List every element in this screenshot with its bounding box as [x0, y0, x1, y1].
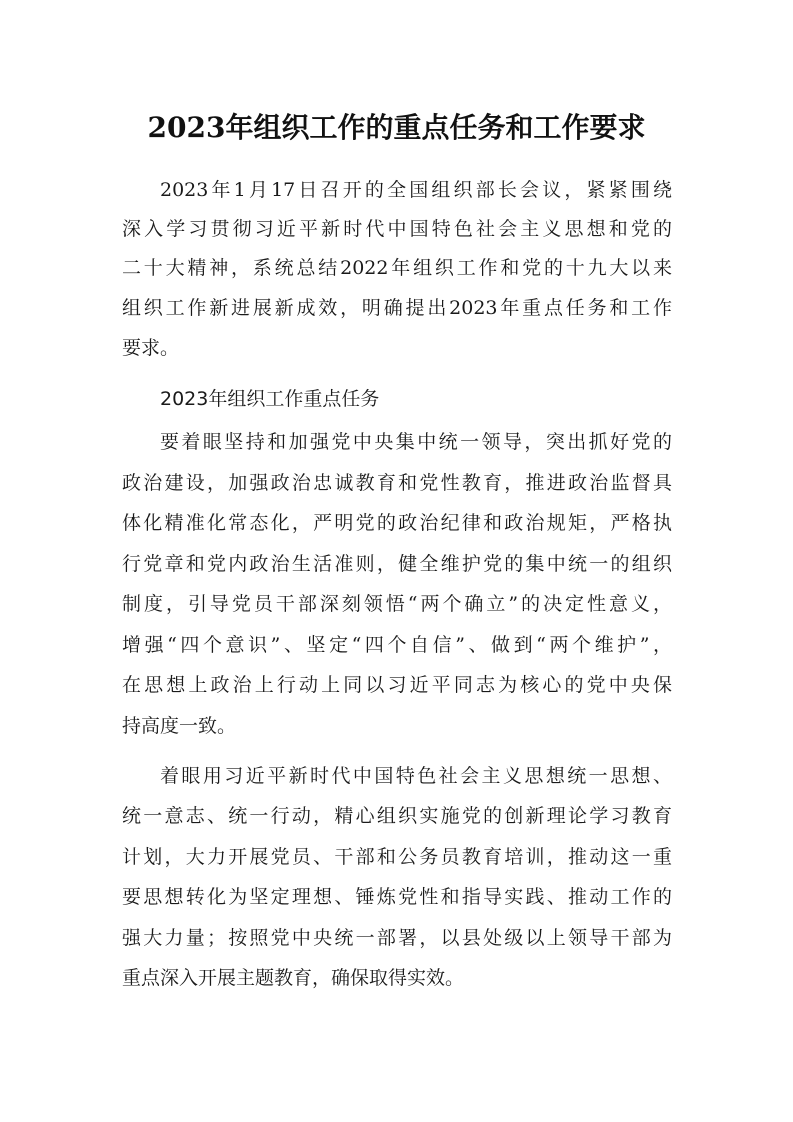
paragraph-2-line-3: 体化精准化常态化，严明党的政治纪律和政治规矩，严格执 — [122, 512, 672, 534]
paragraph-1-line-2: 深入学习贯彻习近平新时代中国特色社会主义思想和党的 — [122, 218, 672, 240]
paragraph-3-line-2: 统一意志、统一行动，精心组织实施党的创新理论学习教育 — [122, 805, 672, 827]
paragraph-3-line-1: 着眼用习近平新时代中国特色社会主义思想统一思想、 — [160, 765, 672, 787]
paragraph-2-line-4: 行党章和党内政治生活准则，健全维护党的集中统一的组织 — [122, 553, 672, 575]
paragraph-3-line-3: 计划，大力开展党员、干部和公务员教育培训，推动这一重 — [122, 846, 672, 868]
paragraph-2-line-5: 制度，引导党员干部深刻领悟“两个确立”的决定性意义， — [122, 593, 672, 615]
paragraph-3-line-4: 要思想转化为坚定理想、锤炼党性和指导实践、推动工作的 — [122, 886, 672, 908]
paragraph-1-line-3: 二十大精神，系统总结2022年组织工作和党的十九大以来 — [122, 257, 672, 279]
paragraph-2-line-1: 要着眼坚持和加强党中央集中统一领导，突出抓好党的 — [160, 431, 672, 453]
paragraph-2-line-8: 持高度一致。 — [122, 715, 237, 737]
paragraph-3-line-5: 强大力量；按照党中央统一部署，以县处级以上领导干部为 — [122, 927, 672, 949]
paragraph-3-line-6: 重点深入开展主题教育，确保取得实效。 — [122, 967, 465, 989]
paragraph-1-line-1: 2023年1月17日召开的全国组织部长会议，紧紧围绕 — [160, 179, 672, 201]
paragraph-1-line-4: 组织工作新进展新成效，明确提出2023年重点任务和工作 — [122, 297, 672, 319]
paragraph-2-line-2: 政治建设，加强政治忠诚教育和党性教育，推进政治监督具 — [122, 472, 672, 494]
paragraph-2-line-7: 在思想上政治上行动上同以习近平同志为核心的党中央保 — [122, 674, 672, 696]
document-title: 2023年组织工作的重点任务和工作要求 — [147, 111, 646, 144]
section-heading: 2023年组织工作重点任务 — [160, 388, 380, 410]
paragraph-1-line-5: 要求。 — [122, 337, 180, 359]
paragraph-2-line-6: 增强“四个意识”、坚定“四个自信”、做到“两个维护”， — [122, 634, 672, 656]
